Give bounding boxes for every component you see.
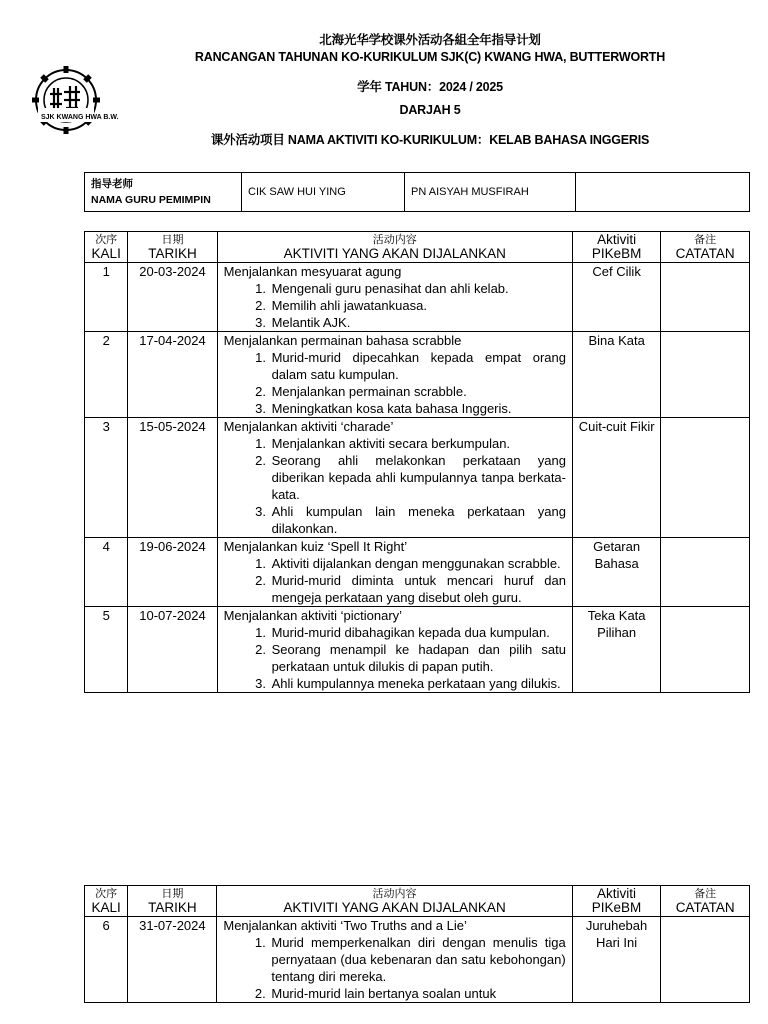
col-tarikh-cn: 日期 bbox=[161, 234, 184, 246]
table-header-row bbox=[85, 886, 750, 917]
col-kali-cn: 次序 bbox=[95, 234, 118, 246]
col-tarikh-label: TARIKH bbox=[148, 246, 197, 261]
activity-step: 2. Seorang ahli melakonkan perkataan yang diberikan kepada ahli kumpulannya tanpa berkata-kata. bbox=[270, 452, 566, 503]
row-catatan bbox=[661, 607, 750, 693]
col-catatan-cn: 备注 bbox=[694, 888, 717, 900]
row-pikebm: Cuit-cuit Fikir bbox=[572, 418, 660, 538]
row-catatan bbox=[661, 332, 750, 418]
activity-step: 2. Memilih ahli jawatankuasa. bbox=[270, 297, 566, 314]
row-aktiviti bbox=[217, 263, 572, 332]
row-pikebm: Getaran Bahasa bbox=[572, 538, 660, 607]
table-row bbox=[85, 538, 750, 607]
col-aktiviti-label: AKTIVITI YANG AKAN DIJALANKAN bbox=[283, 900, 506, 915]
activity-step: 1. Murid-murid dipecahkan kepada empat orang dalam satu kumpulan. bbox=[270, 349, 566, 383]
col-pikebm bbox=[572, 232, 660, 263]
table-row bbox=[85, 418, 750, 538]
activity-table bbox=[84, 231, 750, 693]
row-aktiviti bbox=[217, 418, 572, 538]
teachers-table bbox=[84, 172, 750, 212]
row-kali: 5 bbox=[85, 607, 128, 693]
activity-table-page-2 bbox=[84, 885, 750, 1003]
row-aktiviti bbox=[217, 607, 572, 693]
table-row bbox=[85, 332, 750, 418]
row-tarikh: 17-04-2024 bbox=[128, 332, 217, 418]
activity-step: 3. Melantik AJK. bbox=[270, 314, 566, 331]
activity-step: 1. Murid-murid dibahagikan kepada dua kumpulan. bbox=[270, 624, 566, 641]
row-tarikh: 10-07-2024 bbox=[128, 607, 217, 693]
col-tarikh-cn: 日期 bbox=[161, 888, 184, 900]
activity-steps bbox=[224, 624, 566, 692]
table-row bbox=[85, 917, 750, 1003]
row-tarikh: 15-05-2024 bbox=[128, 418, 217, 538]
row-catatan bbox=[661, 538, 750, 607]
row-aktiviti bbox=[217, 538, 572, 607]
row-tarikh: 20-03-2024 bbox=[128, 263, 217, 332]
teacher-3 bbox=[576, 173, 750, 212]
activity-step: 2. Murid-murid diminta untuk mencari huruf dan mengeja perkataan yang disebut oleh guru. bbox=[270, 572, 566, 606]
activity-title: Menjalankan kuiz ‘Spell It Right’ bbox=[223, 539, 408, 554]
col-pikebm-l2: PIKeBM bbox=[591, 900, 642, 915]
row-tarikh: 19-06-2024 bbox=[128, 538, 217, 607]
col-aktiviti-cn: 活动内容 bbox=[372, 234, 417, 246]
activity-title: Menjalankan mesyuarat agung bbox=[223, 264, 402, 279]
row-tarikh: 31-07-2024 bbox=[128, 917, 217, 1003]
col-aktiviti-cn: 活动内容 bbox=[372, 888, 417, 900]
table-row bbox=[85, 263, 750, 332]
school-logo bbox=[24, 64, 119, 138]
col-catatan bbox=[661, 886, 750, 917]
activity-title: Menjalankan aktiviti ‘charade’ bbox=[223, 419, 394, 434]
row-kali: 2 bbox=[85, 332, 128, 418]
teacher-label-cell bbox=[85, 173, 242, 212]
activity-step: 1. Mengenali guru penasihat dan ahli kelab. bbox=[270, 280, 566, 297]
table-header-row bbox=[85, 232, 750, 263]
col-kali-cn: 次序 bbox=[95, 888, 118, 900]
header-title: RANCANGAN TAHUNAN KO-KURIKULUM SJK(C) KWANG HWA, BUTTERWORTH bbox=[194, 50, 666, 64]
activity-steps bbox=[224, 435, 566, 537]
row-kali: 3 bbox=[85, 418, 128, 538]
activity-steps bbox=[224, 349, 566, 417]
col-pikebm-l2: PIKeBM bbox=[591, 246, 642, 261]
row-catatan bbox=[661, 917, 750, 1003]
row-catatan bbox=[661, 418, 750, 538]
col-tarikh-label: TARIKH bbox=[148, 900, 197, 915]
activity-step: 2. Murid-murid lain bertanya soalan untuk bbox=[269, 985, 565, 1002]
row-pikebm: Teka Kata Pilihan bbox=[572, 607, 660, 693]
col-tarikh bbox=[128, 232, 217, 263]
activity-step: 3. Ahli kumpulan lain meneka perkataan yang dilakonkan. bbox=[270, 503, 566, 537]
header-year: 学年 TAHUN：2024 / 2025 bbox=[357, 80, 503, 94]
activity-steps bbox=[224, 280, 566, 331]
activity-title: Menjalankan aktiviti ‘Two Truths and a Lie’ bbox=[223, 918, 467, 933]
col-tarikh bbox=[128, 886, 217, 917]
activity-steps bbox=[223, 934, 565, 1002]
row-aktiviti bbox=[217, 917, 572, 1003]
activity-step: 2. Seorang menampil ke hadapan dan pilih satu perkataan untuk dilukis di papan putih. bbox=[270, 641, 566, 675]
logo-text: SJK KWANG HWA B.W. bbox=[41, 114, 119, 121]
row-pikebm: Cef Cilik bbox=[572, 263, 660, 332]
col-pikebm-l1: Aktiviti bbox=[597, 886, 637, 901]
col-catatan-label: CATATAN bbox=[675, 246, 735, 261]
activity-step: 1. Murid memperkenalkan diri dengan menulis tiga pernyataan (dua kebenaran dan satu kebohongan) tentang diri mereka. bbox=[269, 934, 565, 985]
teacher-2: PN AISYAH MUSFIRAH bbox=[405, 173, 576, 212]
row-kali: 1 bbox=[85, 263, 128, 332]
header-activity-name: 课外活动项目 NAMA AKTIVITI KO-KURIKULUM：KELAB BAHASA INGGERIS bbox=[210, 133, 650, 147]
activity-step: 3. Meningkatkan kosa kata bahasa Inggeris. bbox=[270, 400, 566, 417]
col-aktiviti bbox=[217, 886, 572, 917]
col-kali-label: KALI bbox=[91, 900, 121, 915]
header-title-chinese: 北海光华学校课外活动各組全年指导计划 bbox=[319, 33, 541, 47]
teacher-label: NAMA GURU PEMIMPIN bbox=[91, 194, 211, 206]
col-pikebm bbox=[572, 886, 661, 917]
col-catatan bbox=[661, 232, 750, 263]
row-kali: 6 bbox=[85, 917, 128, 1003]
activity-step: 3. Ahli kumpulannya meneka perkataan yang dilukis. bbox=[270, 675, 566, 692]
teacher-1: CIK SAW HUI YING bbox=[242, 173, 405, 212]
row-pikebm: Juruhebah Hari Ini bbox=[572, 917, 661, 1003]
activity-step: 1. Menjalankan aktiviti secara berkumpulan. bbox=[270, 435, 566, 452]
activity-title: Menjalankan aktiviti ‘pictionary’ bbox=[223, 608, 403, 623]
col-catatan-label: CATATAN bbox=[675, 900, 735, 915]
activity-step: 1. Aktiviti dijalankan dengan menggunakan scrabble. bbox=[270, 555, 566, 572]
row-catatan bbox=[661, 263, 750, 332]
col-catatan-cn: 备注 bbox=[694, 234, 717, 246]
table-row bbox=[85, 607, 750, 693]
activity-step: 2. Menjalankan permainan scrabble. bbox=[270, 383, 566, 400]
col-kali-label: KALI bbox=[91, 246, 121, 261]
col-kali bbox=[85, 886, 128, 917]
row-pikebm: Bina Kata bbox=[572, 332, 660, 418]
col-aktiviti-label: AKTIVITI YANG AKAN DIJALANKAN bbox=[283, 246, 506, 261]
col-pikebm-l1: Aktiviti bbox=[597, 232, 637, 247]
col-aktiviti bbox=[217, 232, 572, 263]
activity-title: Menjalankan permainan bahasa scrabble bbox=[223, 333, 462, 348]
header-class: DARJAH 5 bbox=[399, 103, 461, 117]
row-kali: 4 bbox=[85, 538, 128, 607]
row-aktiviti bbox=[217, 332, 572, 418]
teacher-label-chinese: 指导老师 bbox=[91, 178, 133, 190]
col-kali bbox=[85, 232, 128, 263]
activity-steps bbox=[224, 555, 566, 606]
